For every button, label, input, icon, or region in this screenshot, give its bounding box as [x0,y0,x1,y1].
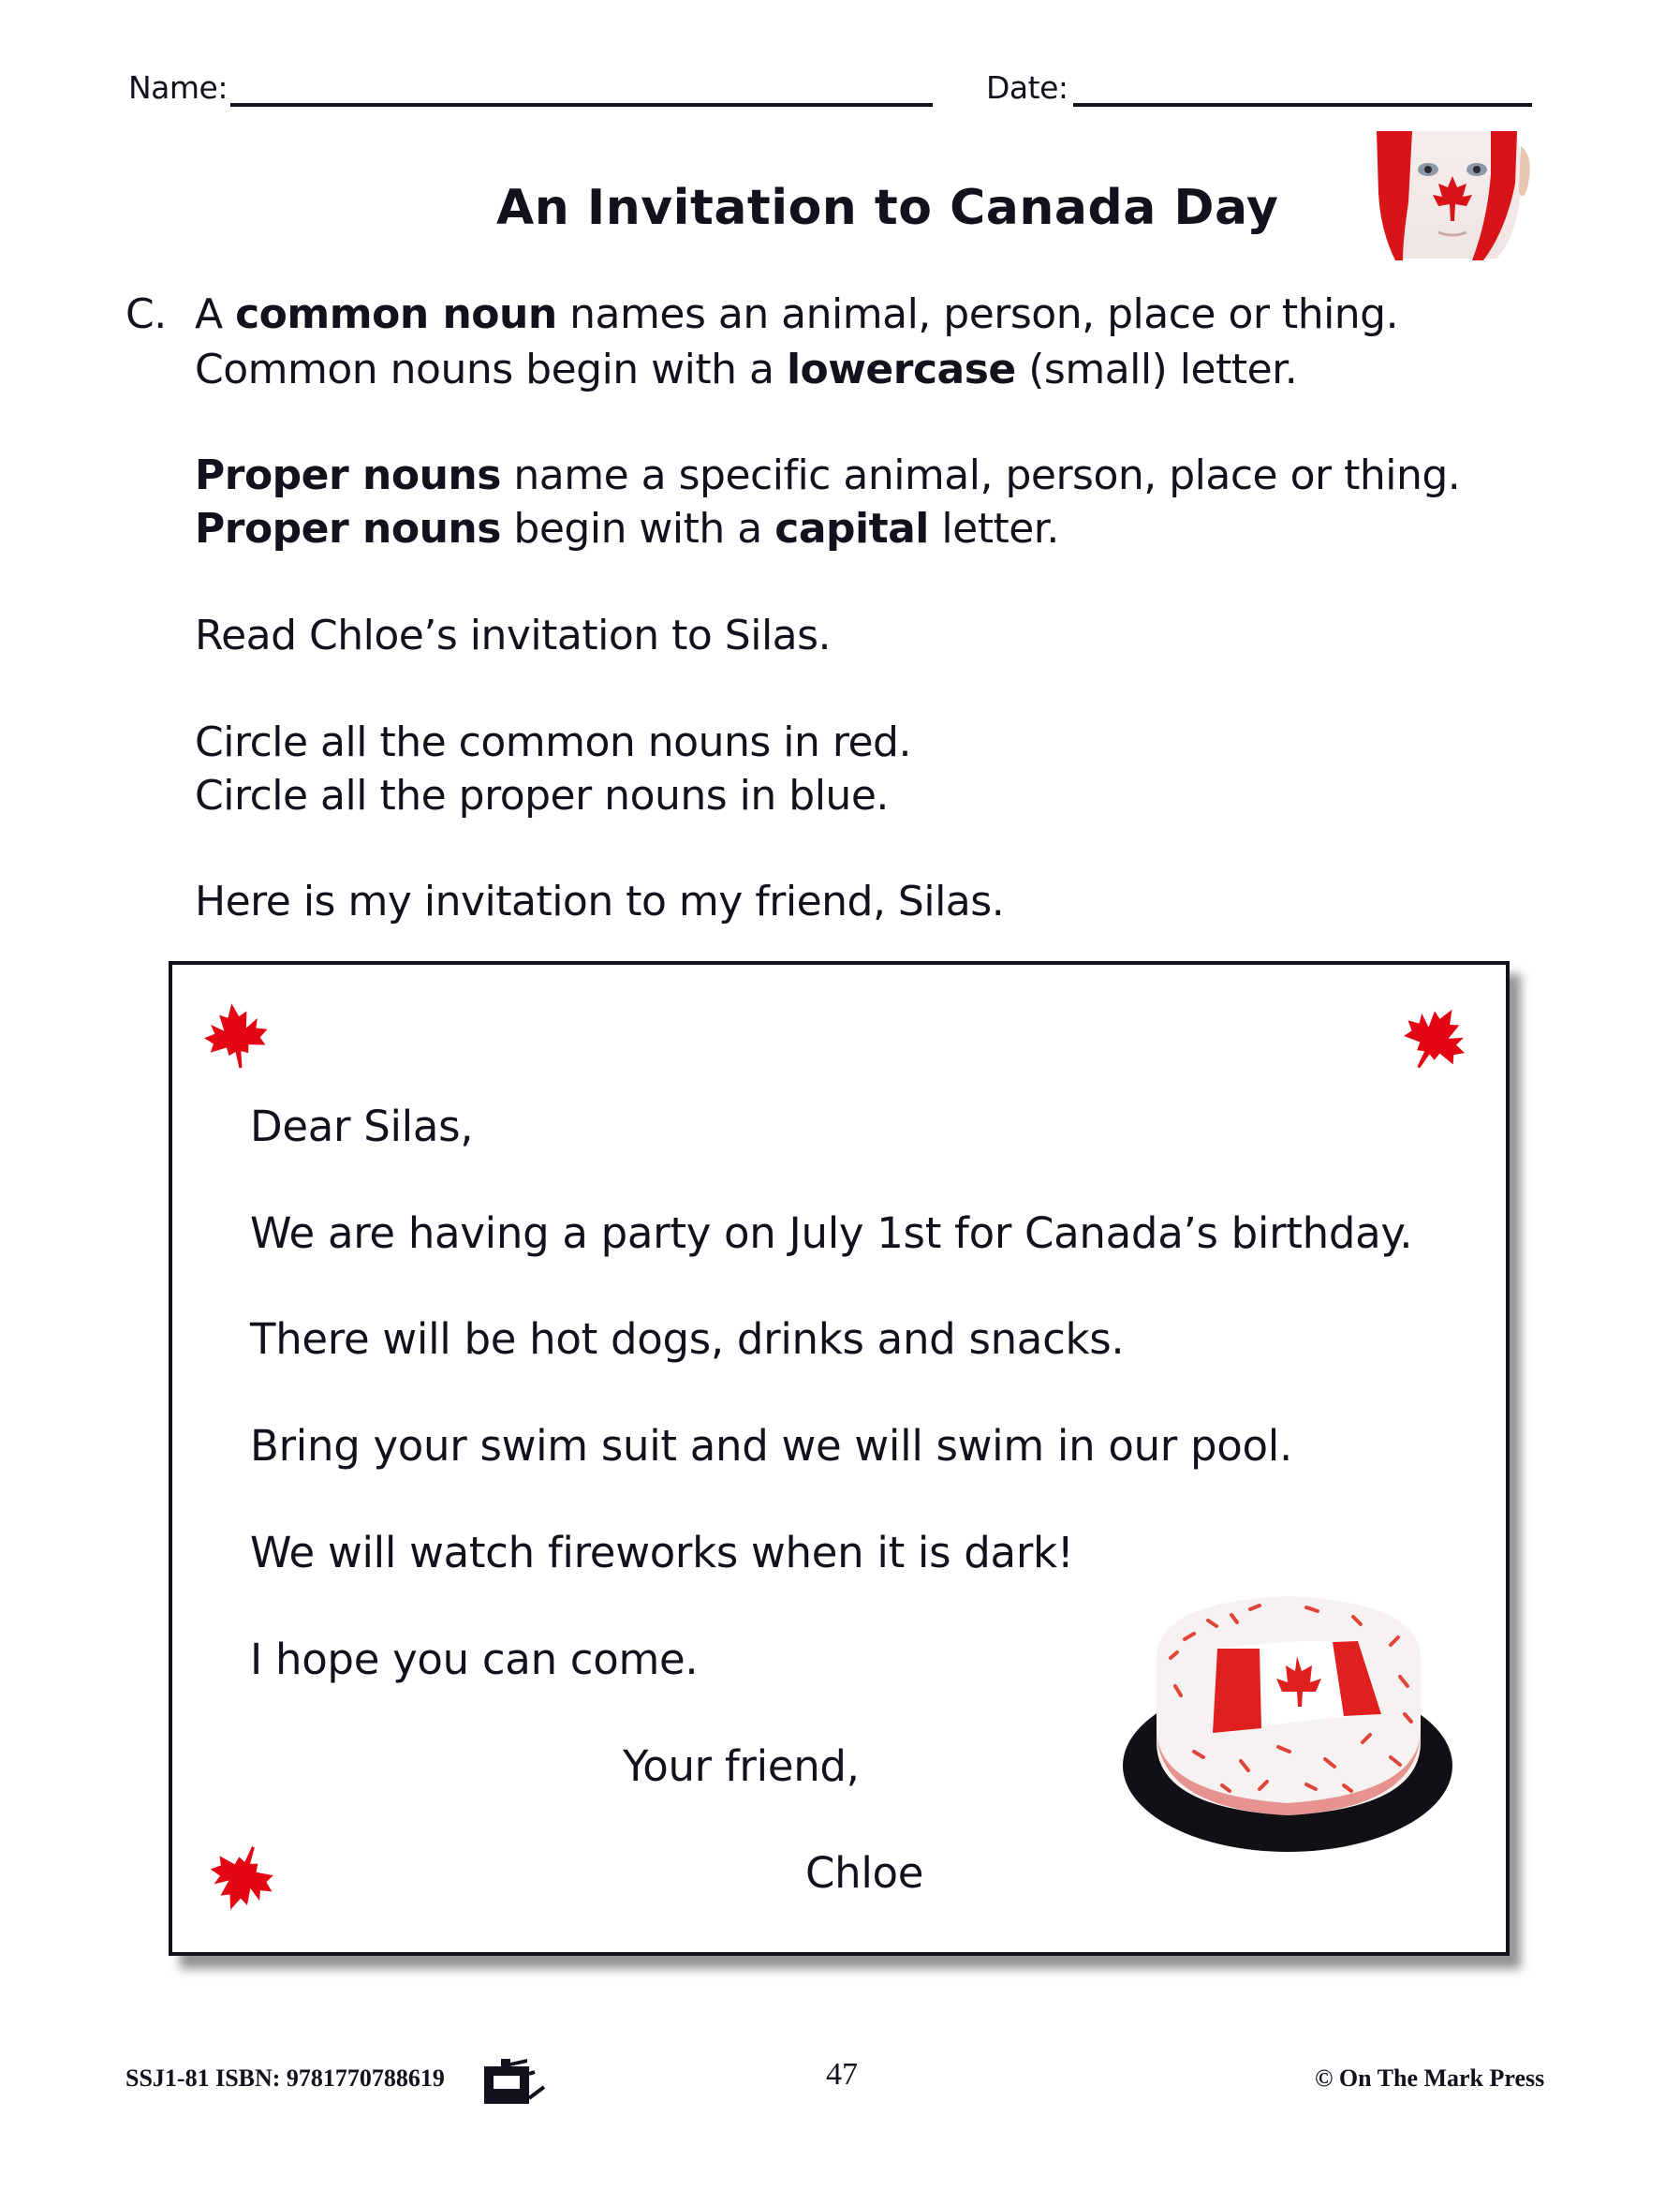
cake-image [1119,1574,1458,1858]
text-run: Here is my invitation to my friend, Silas. [195,878,1005,925]
letter-line: There will be hot dogs, drinks and snacks. [250,1314,1125,1364]
instruction-line [195,772,889,820]
section-letter: C. [125,290,167,338]
instruction-line [195,612,831,659]
text-run: name a specific animal, person, place or thing. [500,451,1461,499]
letter-line: I hope you can come. [250,1635,699,1684]
letter-closing: Your friend, [623,1741,860,1791]
text-run: letter. [928,505,1059,553]
instruction-line [195,290,1398,338]
photocopier-icon [482,2053,576,2109]
footer-copyright: © On The Mark Press [1315,2064,1545,2092]
instruction-line [195,451,1460,499]
maple-leaf-icon [1398,1002,1473,1077]
footer-isbn: SSJ1-81 ISBN: 9781770788619 [125,2064,445,2092]
page-number: 47 [826,2057,858,2092]
letter-line: Bring your swim suit and we will swim in our pool. [250,1421,1292,1471]
name-field-line[interactable] [230,103,933,107]
maple-leaf-icon [204,1843,279,1918]
instruction-line [195,346,1297,393]
maple-leaf-icon [201,1000,271,1073]
instruction-line [195,718,911,766]
emphasis-text: Proper nouns [195,451,501,499]
instruction-line [195,878,1004,925]
emphasis-text: lowercase [786,346,1016,393]
text-run: begin with a [500,505,775,553]
date-label: Date: [986,69,1068,106]
text-run: names an animal, person, place or thing. [556,290,1399,338]
letter-signature: Chloe [805,1848,924,1898]
text-run: (small) letter. [1015,346,1298,393]
face-image [1375,127,1536,264]
text-run: A [195,290,236,338]
date-field-line[interactable] [1073,103,1532,107]
text-run: Circle all the common nouns in red. [195,718,911,766]
emphasis-text: common noun [235,290,557,338]
emphasis-text: capital [774,505,929,553]
text-run: Circle all the proper nouns in blue. [195,772,889,820]
page-title: An Invitation to Canada Day [496,180,1279,236]
letter-line: We will watch fireworks when it is dark! [250,1528,1074,1577]
name-label: Name: [128,69,228,106]
text-run: Common nouns begin with a [195,346,787,393]
instruction-line [195,505,1059,553]
text-run: Read Chloe’s invitation to Silas. [195,612,832,659]
letter-line: We are having a party on July 1st for Canada’s birthday. [250,1208,1413,1258]
emphasis-text: Proper nouns [195,505,501,553]
letter-greeting: Dear Silas, [250,1102,474,1151]
